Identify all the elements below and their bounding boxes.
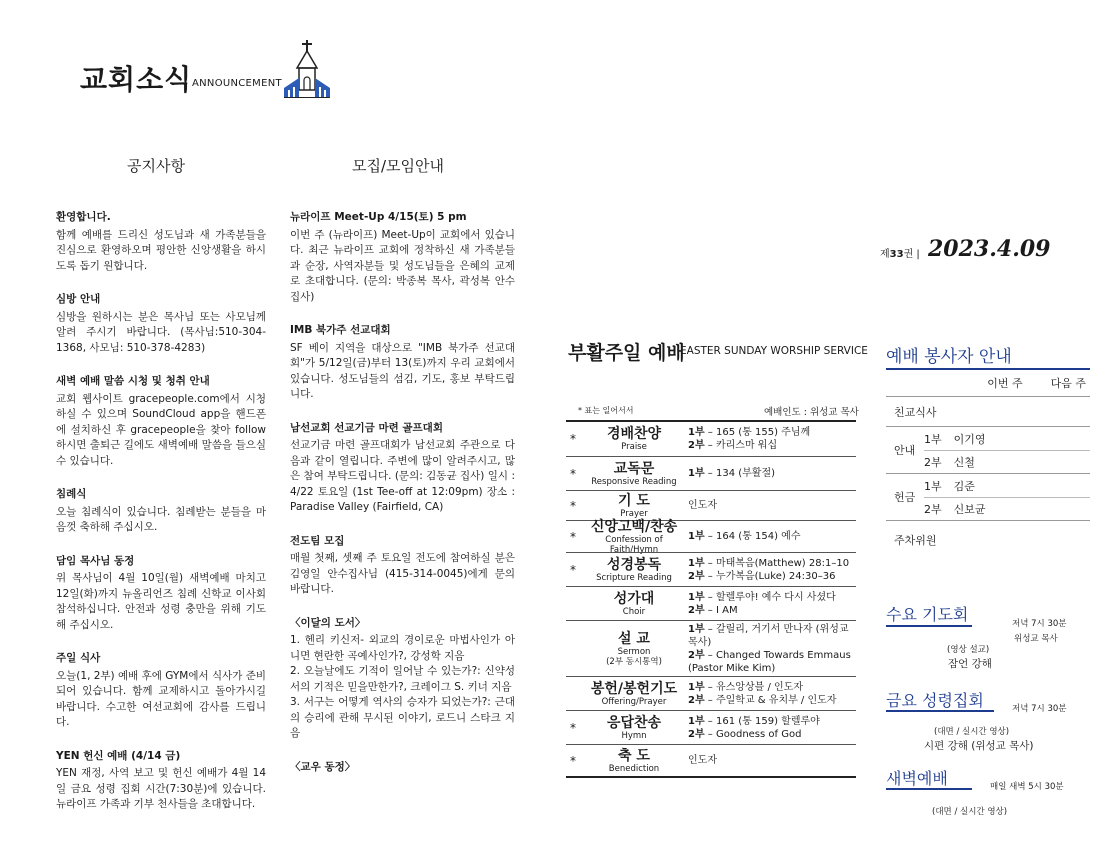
item-english: Choir [622,606,646,617]
item-korean: 기 도 [618,492,650,509]
item-english-note: (2부 동시통역) [606,656,662,667]
fellowship-row: 친교식사 [886,397,1090,427]
worship-leader: 예배인도 : 위성교 목사 [764,407,859,418]
friday-time: 저녁 7시 30분 [1012,704,1067,714]
detail-line [688,439,856,452]
order-row [566,420,856,456]
offering-row: 2부 신보균 [924,497,1090,520]
parking-row: 주차위원 [894,534,937,547]
gathering-item [290,534,515,598]
detail-line [688,623,856,649]
gathering-item [290,421,515,516]
star-mark: * [570,466,576,481]
detail-line [688,728,856,741]
item-body: 이번 주 (뉴라이프) Meet-Up이 교회에서 있습니다. 최근 뉴라이프 교회에 정착하신 새 가족분들과 순장, 사역자분들 및 성도님들을 은혜의 교제로 초대합니다. (문의: 박종복 목사, 곽성복 안수집사) [290,228,515,303]
item-korean: 경배찬양 [606,426,662,442]
gathering-list [290,210,515,793]
item-korean: 성가대 [613,590,655,607]
item-korean: 성경봉독 [606,556,662,573]
wednesday-prayer-title: 수요 기도회 [886,605,969,624]
item-english: Confession of Faith/Hymn [605,534,663,555]
page-subtitle: ANNOUNCEMENT [192,78,282,89]
servants-title: 예배 봉사자 안내 [886,347,1012,367]
detail-line [688,694,856,707]
item-heading: 〈이달의 도서〉 [290,616,366,629]
servants-header-row [886,370,1090,397]
item-heading: 환영합니다. [56,211,111,223]
item-heading: YEN 헌신 예배 (4/14 금) [56,749,181,762]
part-label: 1부 [688,591,705,603]
offering-group: 헌금 1부 김준 2부 신보균 [886,474,1090,521]
this-week-header: 이번 주 [987,377,1023,390]
order-row [566,620,856,676]
part-text: – 갈릴리, 거기서 만나자 (위성교 목사) [688,623,849,648]
item-korean: 교독문 [613,460,655,477]
part-text: – I AM [704,604,738,616]
part-label: 1부 [688,427,705,438]
notice-item [56,210,266,274]
part-text: 인도자 [688,755,717,766]
order-row [566,490,856,520]
item-english: Sermon [617,646,651,657]
gathering-item [290,323,515,403]
detail-line [688,530,856,543]
detail-line [688,557,856,570]
item-english: Hymn [621,730,647,741]
detail-line [688,570,856,583]
part-text: – 누가복음(Luke) 24:30–36 [704,570,836,582]
item-body: 오늘(1, 2부) 예배 후에 GYM에서 식사가 준비되어 있습니다. 함께 교제하시고 돌아가시길 바랍니다. 수고한 여선교회에 감사를 드립니다. [56,669,267,728]
item-english: Responsive Reading [591,476,677,487]
item-body: 함께 예배를 드리신 성도님과 새 가족분들을 진심으로 환영하오며 평안한 신앙생활을 하시도록 돕기 원합니다. [56,228,266,272]
order-item-name [580,461,688,487]
item-english: Offering/Prayer [601,696,667,707]
order-item-name [580,591,688,617]
part-text: – Changed Towards Emmaus [704,649,851,661]
order-item-detail [688,754,856,767]
star-mark: * [570,753,576,768]
usher-row: 2부 신철 [924,450,1090,473]
friday-text: 시편 강해 (위성교 목사) [924,740,1034,752]
part-label: 2부 [688,570,705,582]
part-label: 2부 [688,604,705,616]
item-body: 심방을 원하시는 분은 목사님 또는 사모님께 알려 주시기 바랍니다. (목사님:510-304-1368, 사모님: 510-378-4283) [56,310,266,354]
part-text: – 164 (통 154) 예수 [704,531,801,542]
usher-row: 1부 이기영 [924,432,986,446]
part-text: – 165 (통 155) 주님께 [704,427,811,438]
notice-item [56,487,266,536]
detail-line [688,426,856,439]
item-heading: 전도팀 모집 [290,534,345,547]
detail-line [688,499,856,512]
item-korean: 축 도 [618,747,650,764]
item-korean: 신앙고백/찬송 [590,518,678,535]
usher-group: 안내 1부 이기영 2부 신철 [886,427,1090,474]
notice-item [56,374,266,469]
part-text: – 할렐루야! 예수 다시 사셨다 [704,591,836,603]
part-label: 1부 [688,468,705,479]
part-label: 2부 [688,694,705,706]
detail-line [688,715,856,728]
order-item-detail [688,499,856,512]
part-label: 2부 [688,440,705,451]
gathering-item [290,760,515,776]
dawn-mode: (대면 / 실시간 영상) [932,807,1008,817]
friday-meeting-title: 금요 성령집회 [886,691,984,710]
part-label: 1부 [688,715,705,727]
part-text: – Goodness of God [704,728,802,740]
service-subtitle: EASTER SUNDAY WORSHIP SERVICE [680,345,868,357]
part-label: 1부 [688,531,705,542]
wednesday-time: 저녁 7시 30분 [1012,619,1067,629]
detail-line [688,467,856,480]
edition-label: 제33권 | [880,249,920,260]
dawn-underline [886,788,972,790]
worship-order [566,420,856,778]
order-item-name [580,493,688,519]
item-heading: 뉴라이프 Meet-Up 4/15(토) 5 pm [290,211,467,223]
part-text: – 161 (통 159) 할렐루야 [704,715,820,727]
order-item-detail [688,681,856,707]
standing-note: * 표는 일어서서 [578,406,634,415]
item-korean: 응답찬송 [606,714,662,731]
part-text: 인도자 [688,500,717,511]
notice-list [56,210,266,831]
item-heading: 담임 목사님 동정 [56,554,135,567]
part-label: 2부 [688,728,705,740]
dawn-time: 매일 새벽 5시 30분 [990,782,1064,792]
part-label: 1부 [688,557,705,569]
order-item-name [580,681,688,707]
detail-line [688,754,856,767]
star-mark: * [570,529,576,544]
wednesday-underline [886,625,972,627]
star-mark: * [570,720,576,735]
order-item-detail [688,623,856,675]
detail-line [688,604,856,617]
part-label: 2부 [688,649,705,661]
part-text: – 주일학교 & 유치부 / 인도자 [704,694,837,706]
part-label: 1부 [688,681,705,693]
order-row [566,676,856,710]
order-row [566,586,856,620]
detail-line [688,591,856,604]
item-heading: 새벽 예배 말씀 시청 및 청취 안내 [56,375,210,387]
item-heading: 남선교회 선교기금 마련 골프대회 [290,421,443,434]
item-body: 1. 헨리 키신저- 외교의 경이로운 마법사인가 아니면 현란한 곡예사인가?, 강성학 지음 2. 오늘날에도 기적이 일어날 수 있는가?: 신약성서의 기적은 믿을만한가?, 크레이그 S. 키너 지음 3. 서구는 어떻게 역사의 승자가 되었는가?: 근대의 승리에 관해 무시된 이야기, 로드니 스타크 지음 [290,634,515,739]
page-title: 교회소식 [80,63,193,96]
order-item-name [580,748,688,774]
order-item-detail [688,591,856,617]
order-row [566,518,856,555]
detail-line [688,649,856,662]
notice-item [56,292,266,356]
item-body: 오늘 침례식이 있습니다. 침례받는 분들을 마음껏 축하해 주십시오. [56,505,266,533]
order-item-detail [688,557,856,583]
order-row [566,744,856,778]
next-week-header: 다음 주 [1050,377,1086,390]
church-icon [284,40,330,102]
order-row [566,552,856,586]
part-text: – 마태복음(Matthew) 28:1–10 [704,557,850,569]
notice-item [56,651,266,731]
service-title: 부활주일 예배 [568,342,685,364]
notice-column-title: 공지사항 [127,157,185,175]
part-text: (Pastor Mike Kim) [688,662,776,674]
order-row [566,710,856,744]
part-text: – 유스앙상블 / 인도자 [704,681,803,693]
item-heading: 심방 안내 [56,293,101,305]
item-body: 선교기금 마련 골프대회가 남선교회 주관으로 다음과 같이 열립니다. 주변에 많이 알려주시고, 많은 참여 부탁드립니다. (문의: 김동균 집사) 일시 : 4/22 토요일 (1st Tee-off at 12:09pm) 장소 : Paradise Valley (Fairfield, CA) [290,439,515,513]
offering-row: 1부 김준 [924,479,975,493]
dawn-service-title: 새벽예배 [886,769,948,788]
item-english: Benediction [608,763,660,774]
gather-column-title: 모집/모임안내 [352,157,444,175]
detail-line [688,662,856,675]
notice-item [56,749,266,813]
item-body: 위 목사님이 4월 10일(월) 새벽예배 마치고 12일(화)까지 뉴올리언즈 침례 신학교 이사회 참석하십니다. 안전과 성령 충만을 위해 기도해 주십시오. [56,572,266,631]
item-english: Scripture Reading [596,572,672,583]
item-heading: IMB 북가주 선교대회 [290,324,391,336]
order-item-detail [688,467,856,480]
star-mark: * [570,498,576,513]
order-item-name [580,426,688,452]
servants-table [886,368,1090,559]
part-label: 1부 [688,623,705,635]
notice-item [56,554,266,634]
wednesday-text: 잠언 강해 [948,658,992,670]
gathering-item [290,210,515,305]
star-mark: * [570,432,576,446]
order-item-detail [688,715,856,741]
friday-mode: (대면 / 실시간 영상) [934,727,1010,737]
detail-line [688,681,856,694]
item-korean: 설 교 [618,630,650,647]
order-item-name [580,715,688,741]
bulletin-date: 2023.4.09 [928,236,1051,262]
item-heading: 〈교우 동정〉 [290,760,356,773]
item-body: YEN 재정, 사역 보고 및 헌신 예배가 4월 14일 금요 성령 집회 시간(7:30분)에 있습니다. 뉴라이프 가족과 기부 천사들을 초대합니다. [56,767,266,810]
item-body: 매월 첫째, 셋째 주 토요일 전도에 참여하실 분은 김영일 안수집사님 (415-314-0045)에게 문의 바랍니다. [290,552,515,595]
item-english: Praise [621,442,647,452]
gathering-item [290,616,515,742]
order-item-name [580,519,688,555]
item-body: SF 베이 지역을 대상으로 "IMB 북가주 선교대회"가 5/12일(금)부터 13(토)까지 우리 교회에서 있습니다. 성도님들의 섬김, 기도, 홍보 부탁드립니다. [290,341,515,400]
item-heading: 침례식 [56,488,87,500]
item-heading: 주일 식사 [56,652,101,664]
friday-underline [886,710,994,712]
wednesday-leader: 위성교 목사 [1014,634,1058,644]
item-body: 교회 웹사이트 gracepeople.com에서 시청하실 수 있으며 SoundCloud app을 핸드폰에 설치하신 후 gracepeople을 찾아 follow 하시면 출퇴근 길에도 새벽예배 말씀을 들으실 수 있습니다. [56,392,266,467]
part-text: – 카리스마 워십 [704,440,778,451]
star-mark: * [570,562,576,577]
part-text: – 134 (부활절) [704,468,776,479]
wednesday-mode: (영상 설교) [947,645,990,655]
order-item-name [580,631,688,667]
order-item-detail [688,530,856,543]
item-english: Prayer [620,508,648,519]
order-item-detail [688,426,856,452]
item-korean: 봉헌/봉헌기도 [590,680,678,697]
order-item-name [580,557,688,583]
order-row [566,456,856,490]
